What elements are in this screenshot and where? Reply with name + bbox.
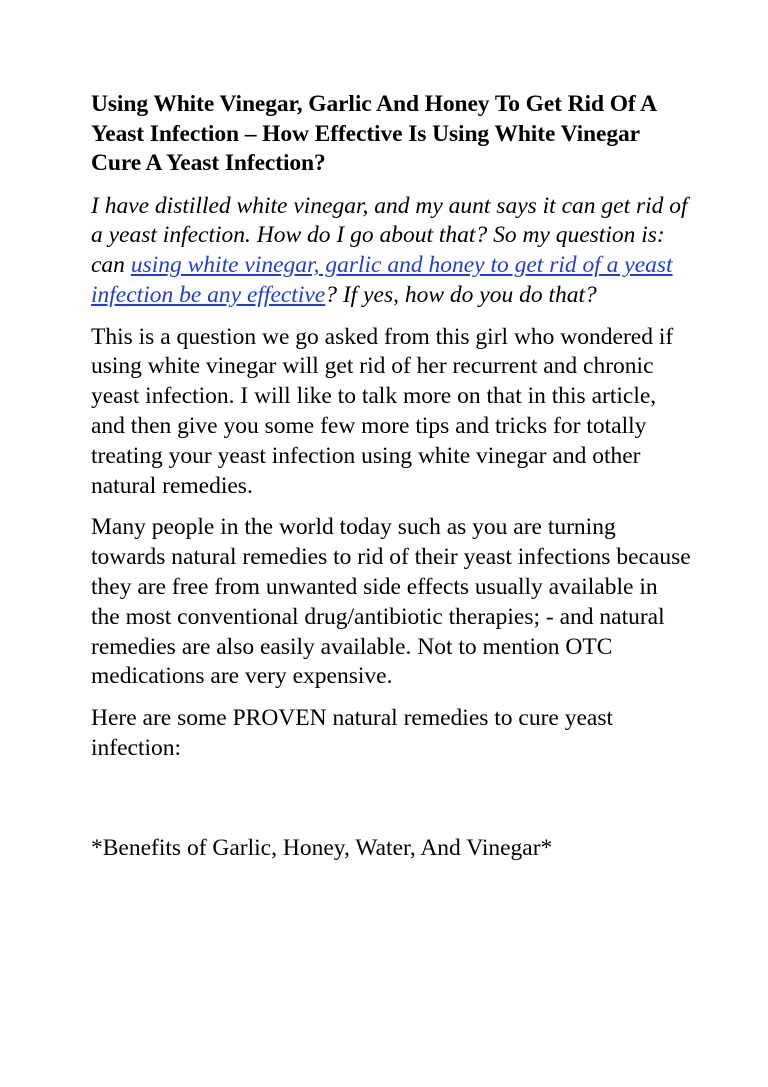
document-title: Using White Vinegar, Garlic And Honey To Get Rid Of A Yeast Infection – How Effective Is Using White Vinegar Cure A Yeast Infection?: [91, 91, 656, 176]
question-text-before-link: I have distilled white vinegar, and my aunt says it can get rid of a yeast infection. How do I go about that? So my question is: can: [91, 192, 688, 279]
section-heading: *Benefits of Garlic, Honey, Water, And Vinegar*: [91, 834, 553, 861]
document-page: [91, 90, 691, 876]
body-paragraph-natural-remedies: Many people in the world today such as you are turning towards natural remedies to rid of their yeast infections because they are free from unwanted side effects usually available in the most conventional drug/antibiotic therapies; - and natural remedies are also easily available. Not to mention OTC medications are very expensive.: [91, 514, 691, 690]
question-text-after-link: ? If yes, how do you do that?: [325, 281, 597, 308]
article-link[interactable]: using white vinegar, garlic and honey to get rid of a yeast infection be any effective: [91, 252, 673, 308]
question-paragraph: [91, 192, 691, 311]
body-paragraph-intro: This is a question we go asked from this girl who wondered if using white vinegar will get rid of her recurrent and chronic yeast infection. I will like to talk more on that in this article, and then give you some few more tips and tricks for totally treating your yeast infection using white vinegar and other natural remedies.: [91, 323, 674, 499]
body-paragraph-proven-remedies: Here are some PROVEN natural remedies to cure yeast infection:: [91, 705, 614, 762]
spacer: [91, 776, 691, 834]
